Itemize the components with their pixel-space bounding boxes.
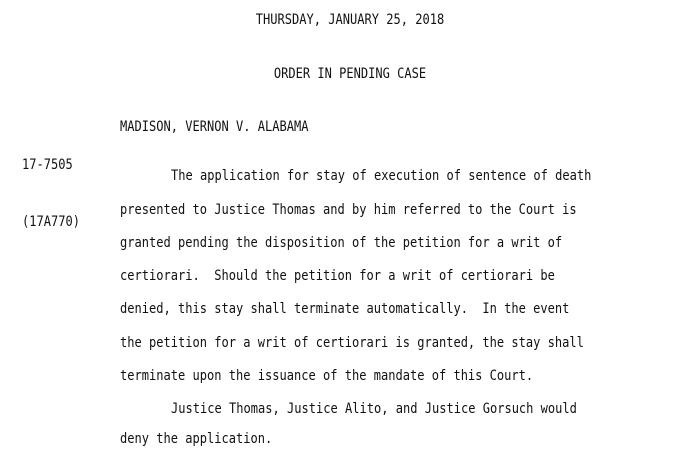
docket-number: 17-7505 [22, 157, 73, 173]
application-number: (17A770) [22, 214, 80, 230]
order-date: THURSDAY, JANUARY 25, 2018 [255, 12, 445, 28]
order-text-line: presented to Justice Thomas and by him referred to the Court is [120, 202, 577, 218]
order-text-line: denied, this stay shall terminate automatically. In the event [120, 301, 570, 317]
order-text-line: Justice Thomas, Justice Alito, and Justice Gorsuch would [171, 401, 577, 417]
case-caption: MADISON, VERNON V. ALABAMA [120, 119, 309, 135]
order-text-line: deny the application. [120, 431, 273, 447]
order-heading: ORDER IN PENDING CASE [273, 66, 427, 82]
order-text-line: the petition for a writ of certiorari is granted, the stay shall [120, 335, 584, 351]
order-text-line: The application for stay of execution of sentence of death [171, 168, 592, 184]
order-text-line: certiorari. Should the petition for a writ of certiorari be [120, 268, 555, 284]
docket-block [22, 118, 80, 270]
order-text-line: terminate upon the issuance of the mandate of this Court. [120, 368, 534, 384]
order-text-line: granted pending the disposition of the petition for a writ of [120, 235, 563, 251]
